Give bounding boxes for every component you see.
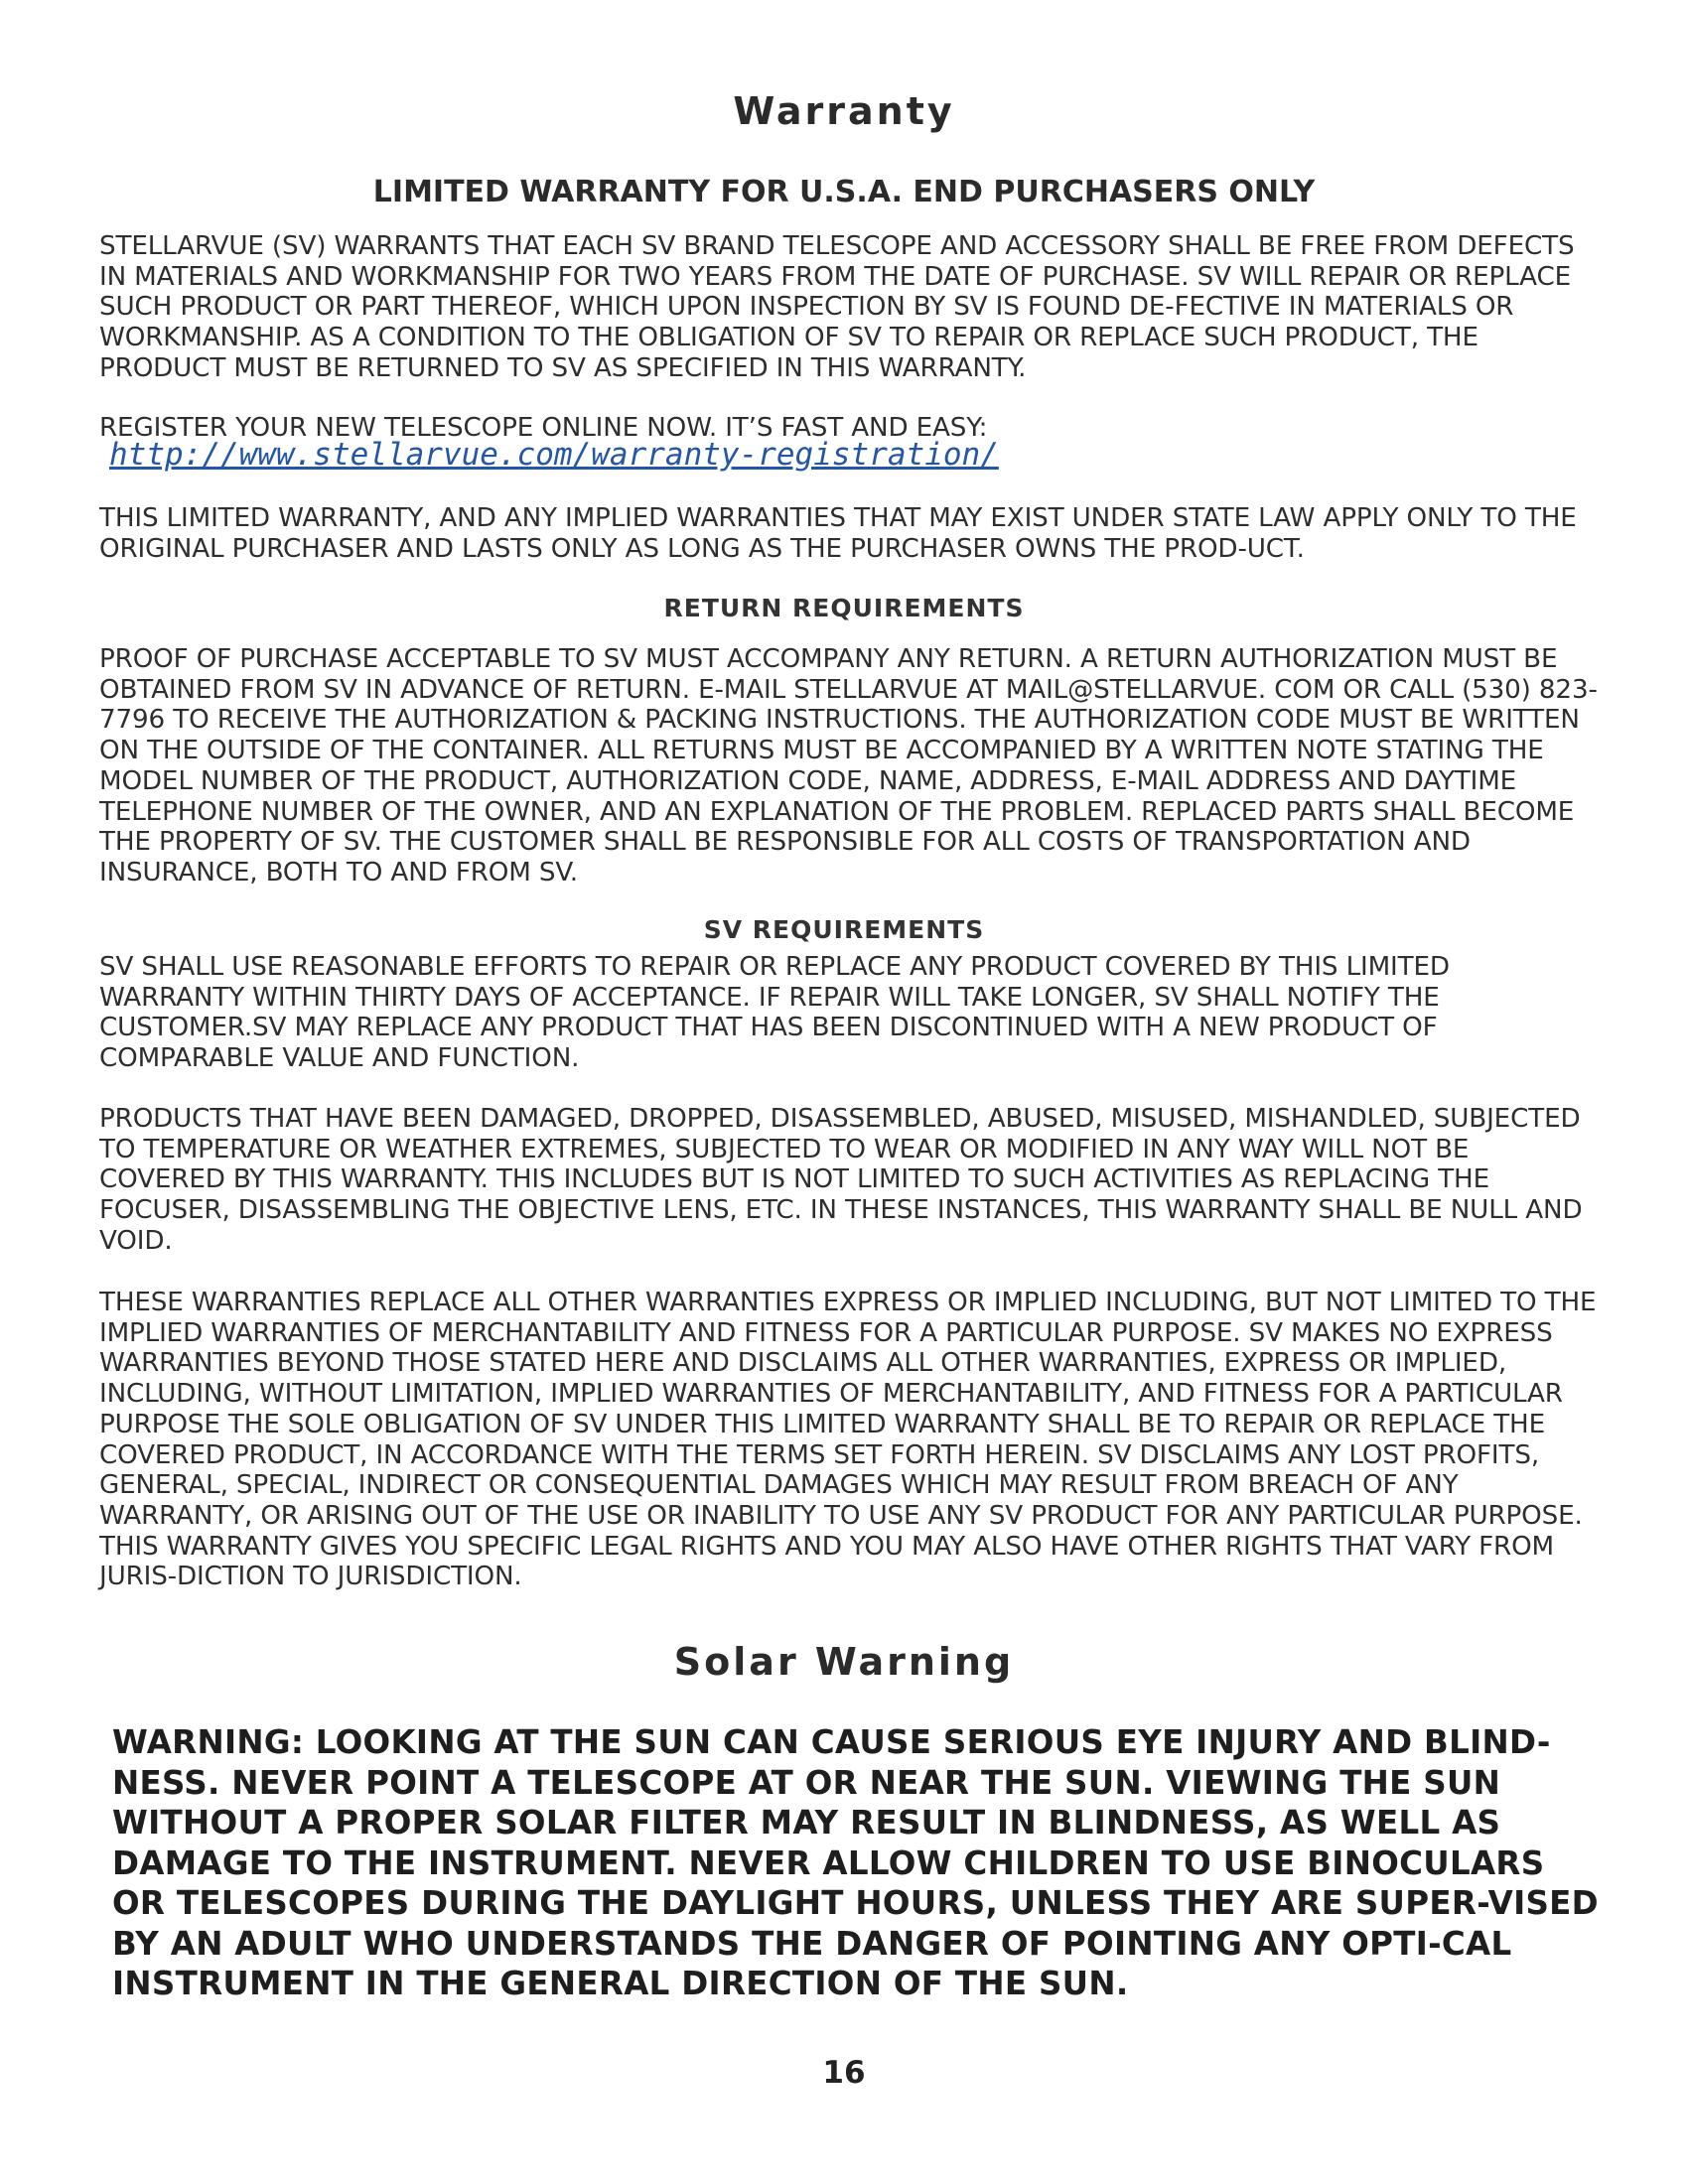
return-requirements-paragraph: PROOF OF PURCHASE ACCEPTABLE TO SV MUST ACCOMPANY ANY RETURN. A RETURN AUTHORIZATION MUST BE OBTAINED FROM SV IN ADVANCE OF RETURN. E-MAIL STELLARVUE AT MAIL@STELLARVUE. COM OR CALL (530) 823-7796 TO RECEIVE THE AUTHORIZATION & PACKING INSTRUCTIONS. THE AUTHORIZATION CODE MUST BE WRITTEN ON THE OUTSIDE OF THE CONTAINER. ALL RETURNS MUST BE ACCOMPANIED BY A WRITTEN NOTE STATING THE MODEL NUMBER OF THE PRODUCT, AUTHORIZATION CODE, NAME, ADDRESS, E-MAIL ADDRESS AND DAYTIME TELEPHONE NUMBER OF THE OWNER, AND AN EXPLANATION OF THE PROBLEM. REPLACED PARTS SHALL BECOME THE PROPERTY OF SV. THE CUSTOMER SHALL BE RESPONSIBLE FOR ALL COSTS OF TRANSPORTATION AND INSURANCE, BOTH TO AND FROM SV. <box>99 644 1598 887</box>
warranty-registration-link[interactable]: http://www.stellarvue.com/warranty-registration/ <box>109 437 999 473</box>
warranty-title: Warranty <box>733 89 955 133</box>
warranty-intro-paragraph: STELLARVUE (SV) WARRANTS THAT EACH SV BRAND TELESCOPE AND ACCESSORY SHALL BE FREE FROM DEFECTS IN MATERIALS AND WORKMANSHIP FOR TWO YEARS FROM THE DATE OF PURCHASE. SV WILL REPAIR OR REPLACE SUCH PRODUCT OR PART THEREOF, WHICH UPON INSPECTION BY SV IS FOUND DE-FECTIVE IN MATERIALS OR WORKMANSHIP. AS A CONDITION TO THE OBLIGATION OF SV TO REPAIR OR REPLACE SUCH PRODUCT, THE PRODUCT MUST BE RETURNED TO SV AS SPECIFIED IN THIS WARRANTY. <box>99 231 1575 383</box>
return-requirements-heading: RETURN REQUIREMENTS <box>663 594 1025 622</box>
implied-warranty-paragraph: THIS LIMITED WARRANTY, AND ANY IMPLIED WARRANTIES THAT MAY EXIST UNDER STATE LAW APPLY ONLY TO THE ORIGINAL PURCHASER AND LASTS ONLY AS LONG AS THE PURCHASER OWNS THE PROD-UCT. <box>99 503 1577 564</box>
register-text: REGISTER YOUR NEW TELESCOPE ONLINE NOW. IT’S FAST AND EASY: <box>99 413 988 443</box>
disclaimer-paragraph: THESE WARRANTIES REPLACE ALL OTHER WARRANTIES EXPRESS OR IMPLIED INCLUDING, BUT NOT LIMITED TO THE IMPLIED WARRANTIES OF MERCHANTABILITY AND FITNESS FOR A PARTICULAR PURPOSE. SV MAKES NO EXPRESS WARRANTIES BEYOND THOSE STATED HERE AND DISCLAIMS ALL OTHER WARRANTIES, EXPRESS OR IMPLIED, INCLUDING, WITHOUT LIMITATION, IMPLIED WARRANTIES OF MERCHANTABILITY, AND FITNESS FOR A PARTICULAR PURPOSE THE SOLE OBLIGATION OF SV UNDER THIS LIMITED WARRANTY SHALL BE TO REPAIR OR REPLACE THE COVERED PRODUCT, IN ACCORDANCE WITH THE TERMS SET FORTH HEREIN. SV DISCLAIMS ANY LOST PROFITS, GENERAL, SPECIAL, INDIRECT OR CONSEQUENTIAL DAMAGES WHICH MAY RESULT FROM BREACH OF ANY WARRANTY, OR ARISING OUT OF THE USE OR INABILITY TO USE ANY SV PRODUCT FOR ANY PARTICULAR PURPOSE. THIS WARRANTY GIVES YOU SPECIFIC LEGAL RIGHTS AND YOU MAY ALSO HAVE OTHER RIGHTS THAT VARY FROM JURIS-DICTION TO JURISDICTION. <box>99 1288 1597 1592</box>
sv-requirements-heading: SV REQUIREMENTS <box>703 915 985 944</box>
page-number: 16 <box>822 2055 866 2091</box>
solar-warning-text: WARNING: LOOKING AT THE SUN CAN CAUSE SERIOUS EYE INJURY AND BLIND-NESS. NEVER POINT A TELESCOPE AT OR NEAR THE SUN. VIEWING THE SUN WITHOUT A PROPER SOLAR FILTER MAY RESULT IN BLINDNESS, AS WELL AS DAMAGE TO THE INSTRUMENT. NEVER ALLOW CHILDREN TO USE BINOCULARS OR TELESCOPES DURING THE DAYLIGHT HOURS, UNLESS THEY ARE SUPER-VISED BY AN ADULT WHO UNDERSTANDS THE DANGER OF POINTING ANY OPTI-CAL INSTRUMENT IN THE GENERAL DIRECTION OF THE SUN. <box>112 1723 1599 2002</box>
sv-requirements-paragraph: SV SHALL USE REASONABLE EFFORTS TO REPAIR OR REPLACE ANY PRODUCT COVERED BY THIS LIMITED WARRANTY WITHIN THIRTY DAYS OF ACCEPTANCE. IF REPAIR WILL TAKE LONGER, SV SHALL NOTIFY THE CUSTOMER.SV MAY REPLACE ANY PRODUCT THAT HAS BEEN DISCONTINUED WITH A NEW PRODUCT OF COMPARABLE VALUE AND FUNCTION. <box>99 952 1450 1074</box>
warranty-subtitle: LIMITED WARRANTY FOR U.S.A. END PURCHASERS ONLY <box>372 175 1316 209</box>
damaged-products-paragraph: PRODUCTS THAT HAVE BEEN DAMAGED, DROPPED, DISASSEMBLED, ABUSED, MISUSED, MISHANDLED, SUBJECTED TO TEMPERATURE OR WEATHER EXTREMES, SUBJECTED TO WEAR OR MODIFIED IN ANY WAY WILL NOT BE COVERED BY THIS WARRANTY. THIS INCLUDES BUT IS NOT LIMITED TO SUCH ACTIVITIES AS REPLACING THE FOCUSER, DISASSEMBLING THE OBJECTIVE LENS, ETC. IN THESE INSTANCES, THIS WARRANTY SHALL BE NULL AND VOID. <box>99 1104 1583 1256</box>
solar-warning-title: Solar Warning <box>673 1640 1015 1684</box>
